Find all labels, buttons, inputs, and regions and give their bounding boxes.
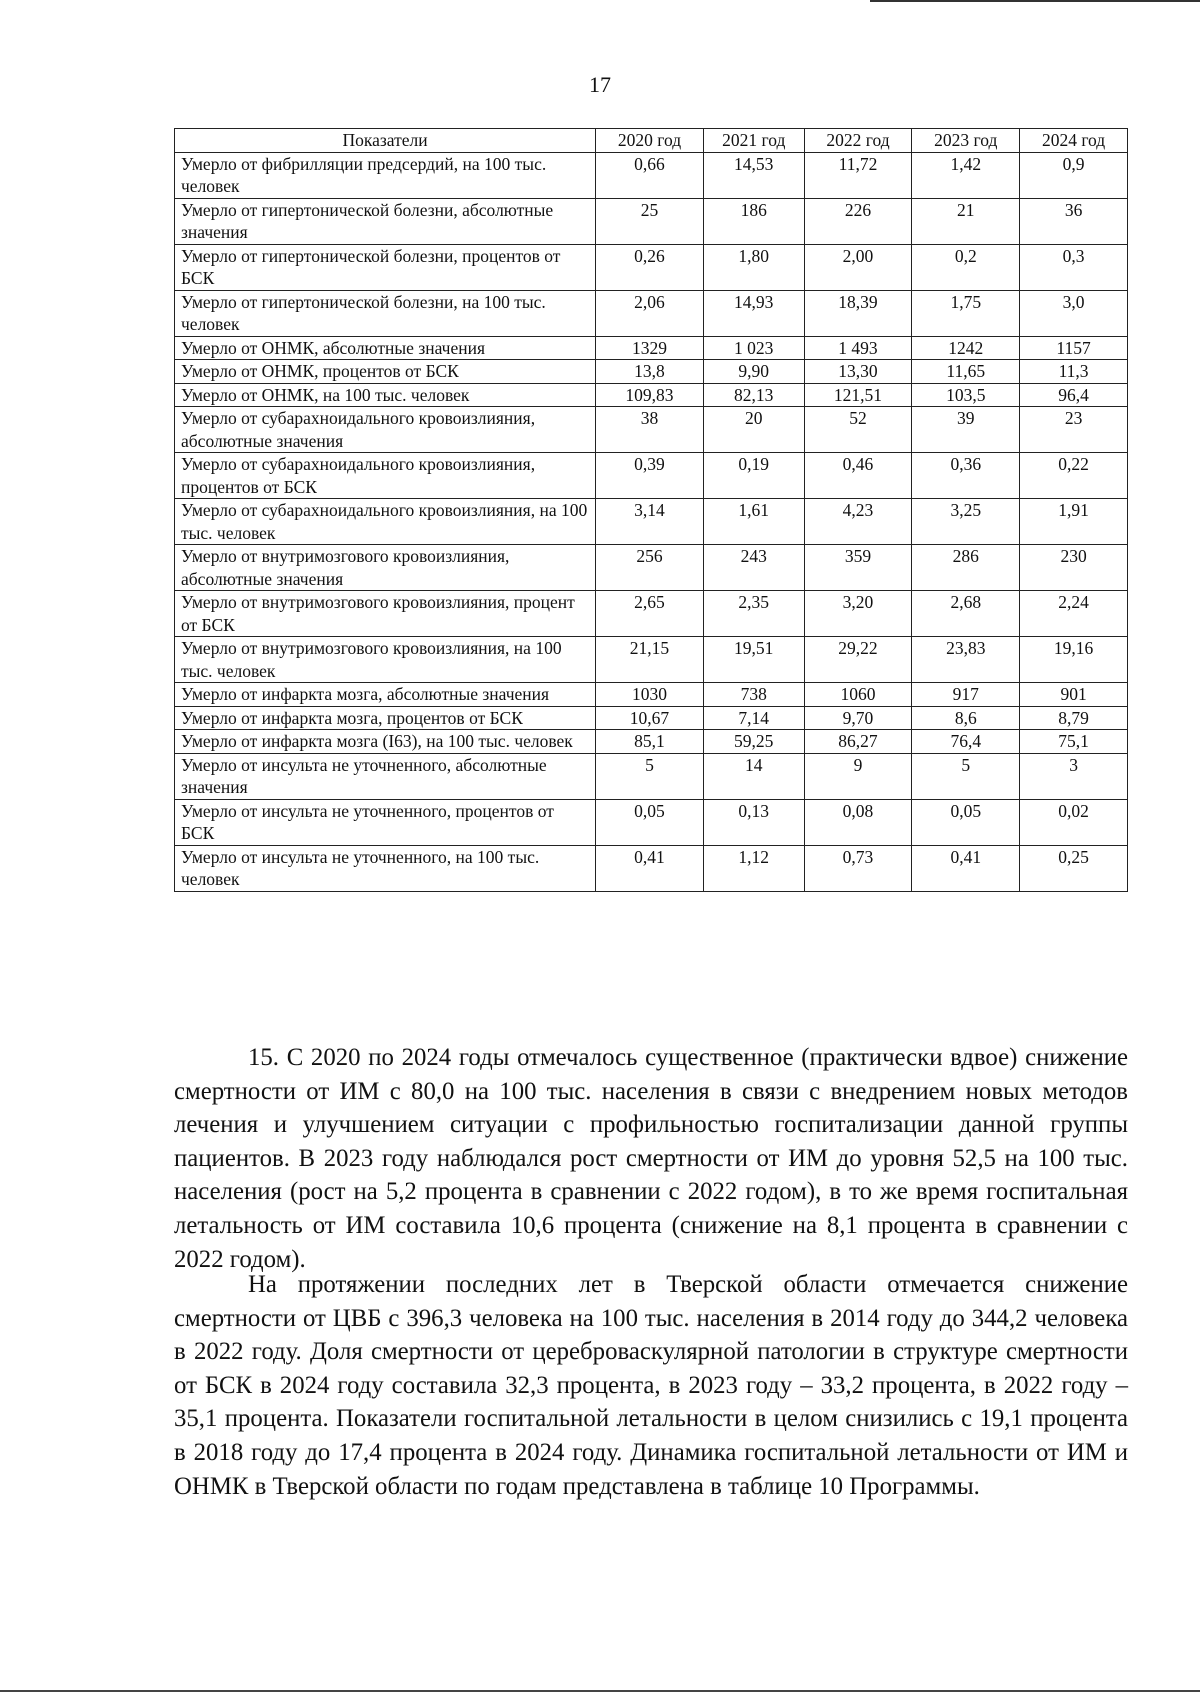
value-cell: 8,79	[1020, 706, 1128, 730]
value-cell: 0,02	[1020, 799, 1128, 845]
value-cell: 2,65	[596, 591, 704, 637]
mortality-statistics-table	[174, 128, 1128, 892]
indicator-cell: Умерло от гипертонической болезни, процентов от БСК	[175, 244, 596, 290]
value-cell: 230	[1020, 545, 1128, 591]
table-body	[175, 152, 1128, 891]
indicator-cell: Умерло от инсульта не уточненного, на 100 тыс. человек	[175, 845, 596, 891]
value-cell: 2,35	[703, 591, 804, 637]
value-cell: 1,12	[703, 845, 804, 891]
value-cell: 286	[912, 545, 1020, 591]
table-header-row	[175, 129, 1128, 153]
value-cell: 3,25	[912, 499, 1020, 545]
value-cell: 25	[596, 198, 704, 244]
table-row	[175, 244, 1128, 290]
value-cell: 1,42	[912, 152, 1020, 198]
header-year-2024: 2024 год	[1020, 129, 1128, 153]
value-cell: 917	[912, 683, 1020, 707]
indicator-cell: Умерло от ОНМК, на 100 тыс. человек	[175, 383, 596, 407]
indicator-cell: Умерло от субарахноидального кровоизлияния, абсолютные значения	[175, 407, 596, 453]
table-row	[175, 499, 1128, 545]
indicator-cell: Умерло от инсульта не уточненного, процентов от БСК	[175, 799, 596, 845]
table-row	[175, 198, 1128, 244]
value-cell: 0,25	[1020, 845, 1128, 891]
value-cell: 1,75	[912, 290, 1020, 336]
value-cell: 1242	[912, 336, 1020, 360]
value-cell: 19,51	[703, 637, 804, 683]
value-cell: 0,41	[596, 845, 704, 891]
value-cell: 86,27	[804, 730, 912, 754]
value-cell: 75,1	[1020, 730, 1128, 754]
value-cell: 186	[703, 198, 804, 244]
value-cell: 14,93	[703, 290, 804, 336]
table-row	[175, 799, 1128, 845]
value-cell: 0,3	[1020, 244, 1128, 290]
indicator-cell: Умерло от внутримозгового кровоизлияния, процент от БСК	[175, 591, 596, 637]
header-indicators: Показатели	[175, 129, 596, 153]
indicator-cell: Умерло от инфаркта мозга, абсолютные значения	[175, 683, 596, 707]
table-row	[175, 290, 1128, 336]
value-cell: 901	[1020, 683, 1128, 707]
table-row	[175, 407, 1128, 453]
value-cell: 9,90	[703, 360, 804, 384]
value-cell: 0,13	[703, 799, 804, 845]
value-cell: 7,14	[703, 706, 804, 730]
value-cell: 256	[596, 545, 704, 591]
value-cell: 1,61	[703, 499, 804, 545]
value-cell: 5	[596, 753, 704, 799]
value-cell: 23	[1020, 407, 1128, 453]
value-cell: 39	[912, 407, 1020, 453]
value-cell: 1157	[1020, 336, 1128, 360]
value-cell: 10,67	[596, 706, 704, 730]
indicator-cell: Умерло от фибрилляции предсердий, на 100 тыс. человек	[175, 152, 596, 198]
value-cell: 2,68	[912, 591, 1020, 637]
value-cell: 738	[703, 683, 804, 707]
value-cell: 3	[1020, 753, 1128, 799]
indicator-cell: Умерло от инфаркта мозга, процентов от БСК	[175, 706, 596, 730]
indicator-cell: Умерло от внутримозгового кровоизлияния, абсолютные значения	[175, 545, 596, 591]
scan-edge-line-top	[870, 0, 1200, 2]
value-cell: 21	[912, 198, 1020, 244]
value-cell: 1 023	[703, 336, 804, 360]
indicator-cell: Умерло от субарахноидального кровоизлияния, на 100 тыс. человек	[175, 499, 596, 545]
value-cell: 5	[912, 753, 1020, 799]
value-cell: 19,16	[1020, 637, 1128, 683]
value-cell: 9	[804, 753, 912, 799]
value-cell: 11,65	[912, 360, 1020, 384]
value-cell: 3,14	[596, 499, 704, 545]
value-cell: 76,4	[912, 730, 1020, 754]
value-cell: 0,46	[804, 453, 912, 499]
value-cell: 0,19	[703, 453, 804, 499]
value-cell: 0,36	[912, 453, 1020, 499]
value-cell: 21,15	[596, 637, 704, 683]
table-row	[175, 706, 1128, 730]
value-cell: 1060	[804, 683, 912, 707]
paragraph-cerebrovascular-mortality: На протяжении последних лет в Тверской области отмечается снижение смертности от ЦВБ с 396,3 человека на 100 тыс. населения в 2014 году до 344,2 человека в 2022 году. Доля смертности от цереброваскулярной патологии в структуре смертности от БСК в 2024 году составила 32,3 процента, в 2023 году – 33,2 процента, в 2022 году – 35,1 процента. Показатели госпитальной летальности в целом снизились с 19,1 процента в 2018 году до 17,4 процента в 2024 году. Динамика госпитальной летальности от ИМ и ОНМК в Тверской области по годам представлена в таблице 10 Программы.	[174, 1271, 1128, 1500]
table-row	[175, 152, 1128, 198]
value-cell: 243	[703, 545, 804, 591]
value-cell: 8,6	[912, 706, 1020, 730]
value-cell: 11,3	[1020, 360, 1128, 384]
indicator-cell: Умерло от инфаркта мозга (I63), на 100 тыс. человек	[175, 730, 596, 754]
value-cell: 13,30	[804, 360, 912, 384]
value-cell: 2,24	[1020, 591, 1128, 637]
value-cell: 1,91	[1020, 499, 1128, 545]
table-row	[175, 360, 1128, 384]
value-cell: 13,8	[596, 360, 704, 384]
value-cell: 18,39	[804, 290, 912, 336]
indicator-cell: Умерло от субарахноидального кровоизлияния, процентов от БСК	[175, 453, 596, 499]
table-row	[175, 591, 1128, 637]
table-row	[175, 545, 1128, 591]
value-cell: 20	[703, 407, 804, 453]
table-row	[175, 637, 1128, 683]
indicator-cell: Умерло от ОНМК, абсолютные значения	[175, 336, 596, 360]
statistics-table-container	[174, 128, 1128, 892]
value-cell: 82,13	[703, 383, 804, 407]
value-cell: 36	[1020, 198, 1128, 244]
value-cell: 0,08	[804, 799, 912, 845]
indicator-cell: Умерло от инсульта не уточненного, абсолютные значения	[175, 753, 596, 799]
value-cell: 1329	[596, 336, 704, 360]
paragraph-15-myocardial-infarction: 15. С 2020 по 2024 годы отмечалось существенное (практически вдвое) снижение смертности от ИМ с 80,0 на 100 тыс. населения в связи с внедрением новых методов лечения и улучшением ситуации с профильностью госпитализации данной группы пациентов. В 2023 году наблюдался рост смертности от ИМ до уровня 52,5 на 100 тыс. населения (рост на 5,2 процента в сравнении с 2022 годом), в то же время госпитальная летальность от ИМ составила 10,6 процента (снижение на 8,1 процента в сравнении с 2022 годом).	[174, 1044, 1128, 1273]
value-cell: 2,06	[596, 290, 704, 336]
value-cell: 103,5	[912, 383, 1020, 407]
value-cell: 85,1	[596, 730, 704, 754]
value-cell: 0,05	[912, 799, 1020, 845]
value-cell: 0,2	[912, 244, 1020, 290]
value-cell: 121,51	[804, 383, 912, 407]
table-row	[175, 383, 1128, 407]
header-year-2023: 2023 год	[912, 129, 1020, 153]
value-cell: 59,25	[703, 730, 804, 754]
value-cell: 52	[804, 407, 912, 453]
value-cell: 0,73	[804, 845, 912, 891]
table-row	[175, 730, 1128, 754]
indicator-cell: Умерло от гипертонической болезни, на 100 тыс. человек	[175, 290, 596, 336]
value-cell: 0,39	[596, 453, 704, 499]
header-year-2020: 2020 год	[596, 129, 704, 153]
value-cell: 3,0	[1020, 290, 1128, 336]
value-cell: 0,41	[912, 845, 1020, 891]
value-cell: 1 493	[804, 336, 912, 360]
value-cell: 109,83	[596, 383, 704, 407]
table-row	[175, 453, 1128, 499]
value-cell: 0,66	[596, 152, 704, 198]
value-cell: 4,23	[804, 499, 912, 545]
value-cell: 9,70	[804, 706, 912, 730]
indicator-cell: Умерло от внутримозгового кровоизлияния, на 100 тыс. человек	[175, 637, 596, 683]
value-cell: 0,9	[1020, 152, 1128, 198]
table-row	[175, 683, 1128, 707]
indicator-cell: Умерло от ОНМК, процентов от БСК	[175, 360, 596, 384]
value-cell: 1030	[596, 683, 704, 707]
value-cell: 3,20	[804, 591, 912, 637]
indicator-cell: Умерло от гипертонической болезни, абсолютные значения	[175, 198, 596, 244]
value-cell: 29,22	[804, 637, 912, 683]
value-cell: 1,80	[703, 244, 804, 290]
value-cell: 14,53	[703, 152, 804, 198]
page-number: 17	[589, 72, 611, 97]
table-row	[175, 845, 1128, 891]
value-cell: 2,00	[804, 244, 912, 290]
table-row	[175, 336, 1128, 360]
value-cell: 226	[804, 198, 912, 244]
value-cell: 0,05	[596, 799, 704, 845]
value-cell: 14	[703, 753, 804, 799]
value-cell: 11,72	[804, 152, 912, 198]
value-cell: 38	[596, 407, 704, 453]
value-cell: 96,4	[1020, 383, 1128, 407]
value-cell: 0,26	[596, 244, 704, 290]
header-year-2022: 2022 год	[804, 129, 912, 153]
value-cell: 0,22	[1020, 453, 1128, 499]
value-cell: 23,83	[912, 637, 1020, 683]
scan-edge-line-bottom	[0, 1690, 1200, 1692]
table-row	[175, 753, 1128, 799]
header-year-2021: 2021 год	[703, 129, 804, 153]
value-cell: 359	[804, 545, 912, 591]
